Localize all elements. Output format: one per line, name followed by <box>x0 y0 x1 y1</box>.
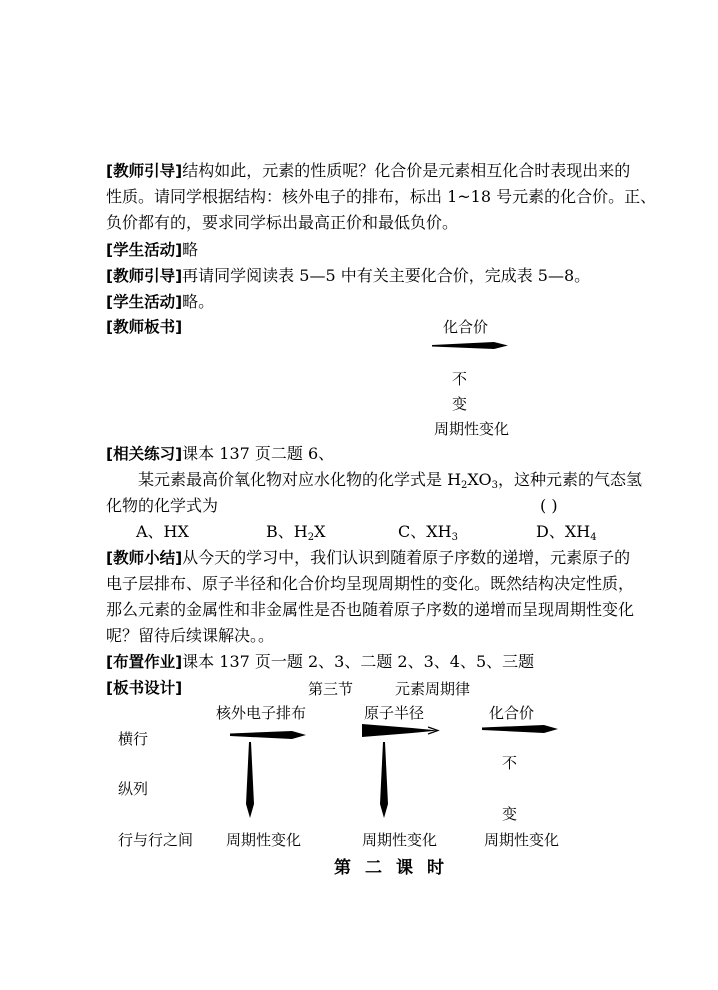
option-d: D、$XH_4$ <box>536 522 597 543</box>
p3-text: 再请同学阅读表 5—5 中有关主要化合价，完成表 5—8。 <box>182 266 591 285</box>
board-vert-char-1: 不 <box>502 754 518 772</box>
board-col-valence: 化合价 <box>489 704 535 722</box>
right-arrow-icon <box>362 721 442 741</box>
p1-line3: 负价都有的，要求同学标出最高正价和最低负价。 <box>106 213 459 232</box>
p4-line <box>106 290 214 314</box>
p9-tag: [板书设计] <box>106 679 183 697</box>
p7-line3: 那么元素的金属性和非金属性是否也随着原子序数的递增而呈现周期性变化 <box>106 600 635 619</box>
p5-tag: [教师板书] <box>106 318 183 336</box>
p4-text: 略。 <box>182 292 215 311</box>
p6-question-line1: 某元素最高价氧化物对应水化物的化学式是 $H_2XO_3$，这种元素的气态氢 <box>138 470 643 491</box>
board-result-3: 周期性变化 <box>484 831 560 849</box>
p7-line4: 呢？留待后续课解决。。 <box>106 626 275 645</box>
p2-tag: [学生活动] <box>106 241 183 259</box>
right-arrow-icon <box>482 722 562 736</box>
p5-right-arrow-icon <box>432 339 512 353</box>
p6-tag: [相关练习] <box>106 445 183 463</box>
option-a: A、HX <box>136 522 189 541</box>
p7-line1: [教师小结]从今天的学习中，我们认识到随着原子序数的递增，元素原子的 <box>106 548 631 567</box>
p7-tag: [教师小结] <box>106 549 183 567</box>
p6-line <box>106 442 334 466</box>
p6-text: 课本 137 页二题 6、 <box>182 444 335 463</box>
p3-tag: [教师引导] <box>106 267 183 285</box>
board-title-name: 元素周期律 <box>395 680 471 698</box>
p1-text-1: 结构如此，元素的性质呢？化合价是元素相互化合时表现出来的 <box>182 161 631 180</box>
p1-line1 <box>106 159 630 183</box>
p6-answer-paren: ( ) <box>540 496 558 515</box>
board-col-electron: 核外电子排布 <box>216 704 307 722</box>
board-row-horizontal: 横行 <box>118 730 149 748</box>
p5-vert-char-1: 不 <box>452 370 468 388</box>
p7-line2: 电子层排布、原子半径和化合价均呈现周期性的变化。既然结构决定性质， <box>106 574 635 593</box>
down-arrow-icon <box>376 742 392 822</box>
board-row-between: 行与行之间 <box>118 831 194 849</box>
p4-tag: [学生活动] <box>106 293 183 311</box>
p5-top-label: 化合价 <box>443 318 489 336</box>
board-title-section: 第三节 <box>308 680 354 698</box>
board-col-radius: 原子半径 <box>364 704 425 722</box>
p2-line <box>106 238 198 262</box>
p1-tag-close: ] <box>175 162 183 180</box>
option-c: C、$XH_3$ <box>398 522 458 543</box>
p1-tag-open: [ <box>106 162 114 180</box>
p8-line: [布置作业]课本 137 页一题 2、3、二题 2、3、4、5、三题 <box>106 652 535 671</box>
p5-bottom-label: 周期性变化 <box>434 420 510 438</box>
lesson-heading: 第二课时 <box>334 858 458 878</box>
p5-vert-char-2: 变 <box>452 395 468 413</box>
option-b: B、$H_2X$ <box>266 522 326 543</box>
board-result-2: 周期性变化 <box>362 831 438 849</box>
p3-line <box>106 264 590 288</box>
board-result-1: 周期性变化 <box>226 831 302 849</box>
right-arrow-icon <box>230 728 310 742</box>
p1-tag: 教师引导 <box>113 162 176 180</box>
p2-text: 略 <box>182 240 199 259</box>
board-row-vertical: 纵列 <box>118 780 149 798</box>
board-vert-char-2: 变 <box>502 805 518 823</box>
down-arrow-icon <box>242 742 258 822</box>
p8-tag: [布置作业] <box>106 653 183 671</box>
p6-question-line2: 化物的化学式为 <box>106 496 219 515</box>
p1-line2: 性质。请同学根据结构：核外电子的排布，标出 1~18 号元素的化合价。正、 <box>106 187 657 206</box>
